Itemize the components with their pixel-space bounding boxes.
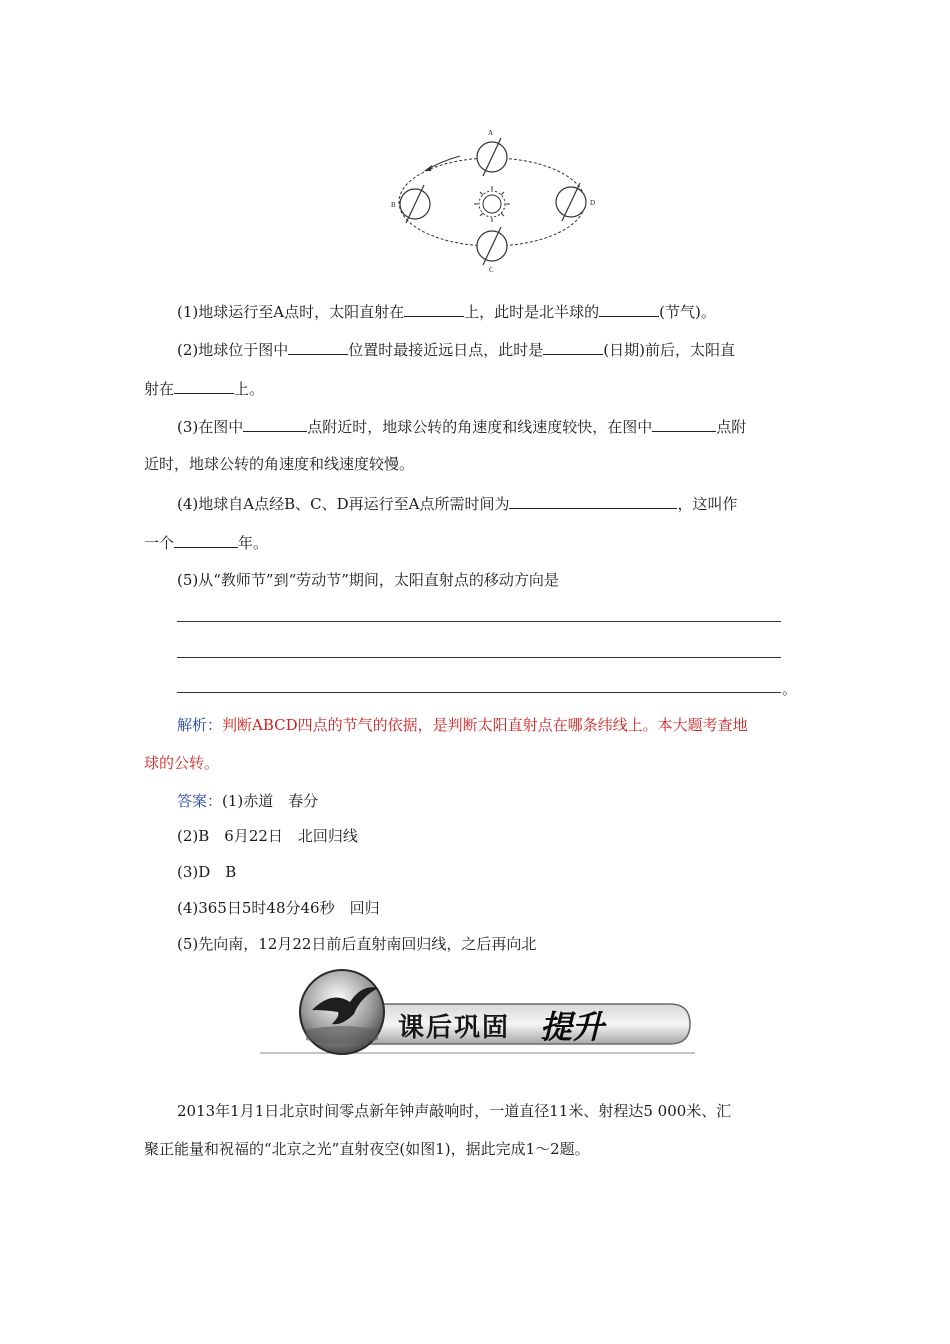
- blank-2c[interactable]: [174, 379, 234, 394]
- answer-line-2[interactable]: [177, 657, 781, 658]
- question-4-line-2: 一个 年。: [144, 534, 269, 552]
- analysis-line-1: 解析：判断ABCD四点的节气的依据，是判断太阳直射点在哪条纬线上。本大题考查地: [177, 716, 748, 734]
- earth-orbit-diagram: [380, 126, 610, 276]
- label-c: C: [489, 266, 494, 274]
- answers-label: 答案：: [177, 792, 223, 810]
- label-a: A: [488, 129, 494, 137]
- blank-2a[interactable]: [288, 340, 348, 355]
- earth-position-a: [477, 138, 507, 176]
- question-1: (1)地球运行至A点时，太阳直射在 上，此时是北半球的 (节气)。: [177, 303, 716, 321]
- section-banner: [250, 968, 702, 1058]
- answer-line-3[interactable]: [177, 692, 781, 693]
- sun-icon: [474, 186, 510, 222]
- question-5: (5)从“教师节”到“劳动节”期间，太阳直射点的移动方向是: [177, 571, 559, 589]
- banner-title: 课后巩固: [398, 1013, 511, 1043]
- answer-4: (4)365日5时48分46秒 回归: [177, 899, 380, 917]
- answer-3: (3)D B: [177, 863, 237, 881]
- answer-2: (2)B 6月22日 北回归线: [177, 827, 358, 845]
- blank-1b[interactable]: [599, 302, 659, 317]
- label-d: D: [590, 199, 596, 207]
- answer-1: 答案：(1)赤道 春分: [177, 792, 319, 810]
- banner-title-bold: 提升: [540, 1008, 605, 1046]
- answer-5: (5)先向南，12月22日前后直射南回归线，之后再向北: [177, 935, 537, 953]
- blank-3a[interactable]: [243, 417, 307, 432]
- question-2-line-2: 射在 上。: [144, 380, 265, 398]
- question-3-line-2: 近时，地球公转的角速度和线速度较慢。: [144, 455, 415, 473]
- blank-1a[interactable]: [404, 302, 464, 317]
- answer-line-1[interactable]: [177, 621, 781, 622]
- blank-2b[interactable]: [543, 340, 603, 355]
- question-2-line-1: (2)地球位于图中 位置时最接近远日点，此时是 (日期)前后，太阳直: [177, 341, 735, 359]
- blank-4b[interactable]: [174, 533, 238, 548]
- label-b: B: [391, 201, 396, 209]
- analysis-line-2: 球的公转。: [144, 754, 220, 772]
- question-3-line-1: (3)在图中 点附近时，地球公转的角速度和线速度较快，在图中 点附: [177, 418, 747, 436]
- intro-line-2: 聚正能量和祝福的“北京之光”直射夜空(如图1)，据此完成1～2题。: [144, 1140, 590, 1158]
- earth-position-c: [477, 227, 507, 265]
- arrow-head-icon: [424, 165, 432, 171]
- earth-position-d: [556, 183, 586, 221]
- blank-4a[interactable]: [509, 494, 677, 509]
- intro-line-1: 2013年1月1日北京时间零点新年钟声敲响时，一道直径11米、射程达5 000米、汇: [177, 1102, 732, 1120]
- question-5-end: 。: [782, 680, 798, 698]
- analysis-label: 解析：: [177, 716, 223, 734]
- question-4-line-1: (4)地球自A点经B、C、D再运行至A点所需时间为 ，这叫作: [177, 495, 738, 513]
- blank-3b[interactable]: [652, 417, 716, 432]
